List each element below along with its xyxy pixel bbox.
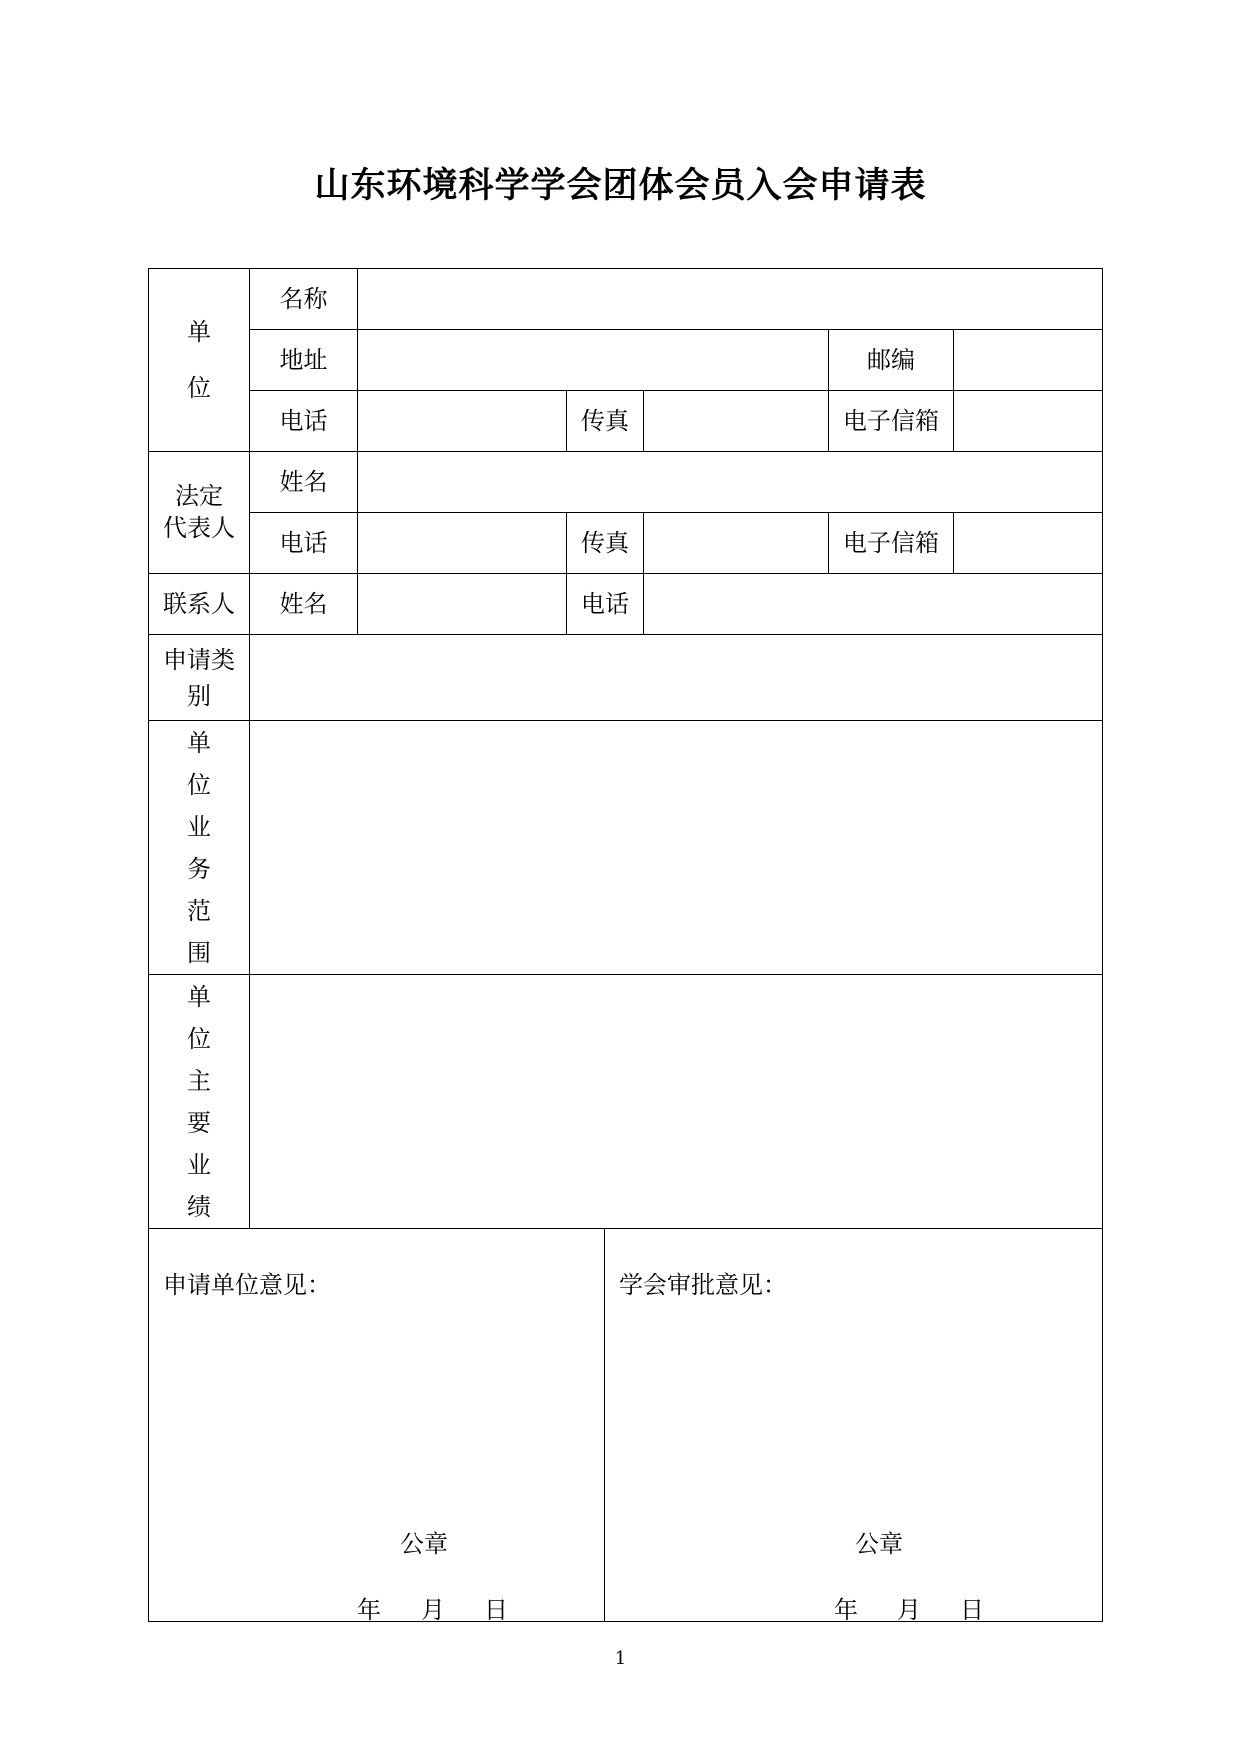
applicant-opinion-box[interactable]: [148, 1228, 605, 1622]
achievements-char: 位: [187, 1024, 211, 1053]
society-opinion-heading: 学会审批意见：: [619, 1271, 787, 1299]
legal-rep-email-label: 电子信箱: [828, 512, 954, 574]
legal-rep-fax-label: 传真: [566, 512, 644, 574]
business-scope-char: 业: [187, 812, 211, 841]
legal-rep-fax-field[interactable]: [643, 512, 829, 574]
unit-fax-label: 传真: [566, 390, 644, 452]
business-scope-char: 位: [187, 770, 211, 799]
category-field[interactable]: [249, 634, 1103, 721]
unit-email-label: 电子信箱: [828, 390, 954, 452]
legal-rep-group-label: [148, 451, 250, 574]
contact-group-label: 联系人: [148, 573, 250, 635]
applicant-date-day: 日: [484, 1596, 508, 1624]
unit-address-field[interactable]: [357, 329, 829, 391]
applicant-date-month: 月: [421, 1596, 445, 1624]
unit-phone-label: 电话: [249, 390, 358, 452]
contact-phone-field[interactable]: [643, 573, 1103, 635]
page-title: 山东环境科学学会团体会员入会申请表: [314, 166, 927, 206]
legal-rep-label-line-2: 代表人: [163, 513, 235, 542]
achievements-char: 要: [187, 1108, 211, 1137]
business-scope-char: 围: [187, 938, 211, 967]
unit-address-label: 地址: [249, 329, 358, 391]
legal-rep-name-field[interactable]: [357, 451, 1103, 513]
legal-rep-name-label: 姓名: [249, 451, 358, 513]
contact-phone-label: 电话: [566, 573, 644, 635]
unit-phone-field[interactable]: [357, 390, 567, 452]
unit-label-char-2: 位: [187, 374, 211, 402]
unit-postcode-field[interactable]: [953, 329, 1103, 391]
society-seal-label: 公章: [855, 1530, 903, 1558]
category-label-line-2: 别: [187, 681, 211, 710]
business-scope-char: 单: [187, 728, 211, 757]
business-scope-char: 范: [187, 896, 211, 925]
applicant-date-year: 年: [357, 1596, 381, 1624]
unit-group-label: [148, 268, 250, 452]
society-date-month: 月: [897, 1596, 921, 1624]
society-opinion-box[interactable]: [604, 1228, 1103, 1622]
achievements-field[interactable]: [249, 974, 1103, 1229]
unit-name-label: 名称: [249, 268, 358, 330]
achievements-char: 单: [187, 982, 211, 1011]
achievements-label: [148, 974, 250, 1229]
category-label-line-1: 申请类: [163, 645, 235, 674]
business-scope-label: [148, 720, 250, 975]
applicant-opinion-heading: 申请单位意见：: [163, 1271, 331, 1299]
unit-postcode-label: 邮编: [828, 329, 954, 391]
applicant-seal-label: 公章: [400, 1530, 448, 1558]
contact-name-label: 姓名: [249, 573, 358, 635]
legal-rep-label-line-1: 法定: [175, 482, 223, 511]
unit-email-field[interactable]: [953, 390, 1103, 452]
page-number: 1: [614, 1648, 627, 1669]
society-date-year: 年: [834, 1596, 858, 1624]
application-form: [148, 268, 1103, 1622]
legal-rep-phone-label: 电话: [249, 512, 358, 574]
unit-fax-field[interactable]: [643, 390, 829, 452]
unit-label-char-1: 单: [187, 317, 211, 346]
legal-rep-email-field[interactable]: [953, 512, 1103, 574]
business-scope-field[interactable]: [249, 720, 1103, 975]
business-scope-char: 务: [187, 854, 211, 883]
category-label: [148, 634, 250, 721]
achievements-char: 主: [187, 1066, 211, 1095]
unit-name-field[interactable]: [357, 268, 1103, 330]
contact-name-field[interactable]: [357, 573, 567, 635]
achievements-char: 业: [187, 1150, 211, 1179]
society-date-day: 日: [960, 1596, 984, 1624]
legal-rep-phone-field[interactable]: [357, 512, 567, 574]
achievements-char: 绩: [187, 1192, 211, 1221]
